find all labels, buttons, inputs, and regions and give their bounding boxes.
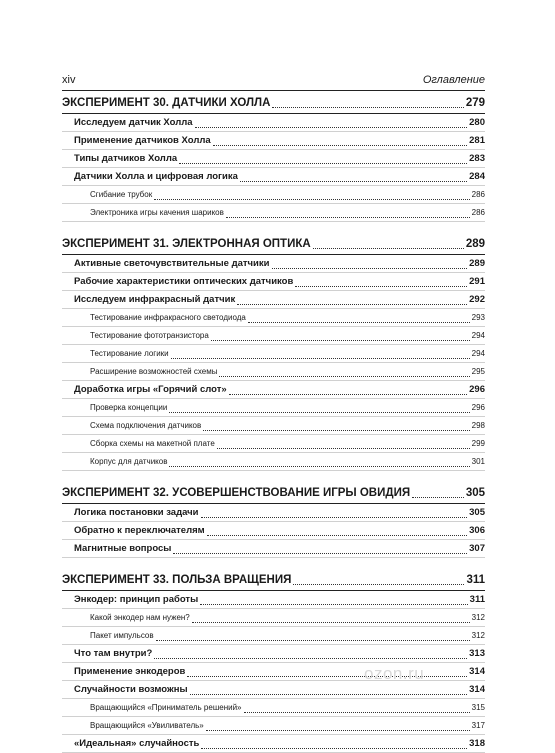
toc-subsubsection[interactable] xyxy=(62,609,485,627)
toc-entry-title: Магнитные вопросы xyxy=(74,543,172,554)
toc-entry-title: Датчики Холла и цифровая логика xyxy=(74,171,238,182)
dot-leader xyxy=(412,497,464,498)
toc-subsection[interactable] xyxy=(62,273,485,291)
dot-leader xyxy=(248,322,470,323)
page-header xyxy=(62,74,485,88)
toc-entry-title: ЭКСПЕРИМЕНТ 32. УСОВЕРШЕНСТВОВАНИЕ ИГРЫ ОВИДИЯ xyxy=(62,487,411,499)
toc-entry-title: Рабочие характеристики оптических датчиков xyxy=(74,276,294,287)
toc-entry-page: 286 xyxy=(471,190,485,199)
dot-leader xyxy=(201,517,468,518)
toc-entry-page: 279 xyxy=(465,97,485,109)
toc-entry-title: Расширение возможностей схемы xyxy=(90,367,218,376)
toc-entry-title: Корпус для датчиков xyxy=(90,457,168,466)
toc-subsubsection[interactable] xyxy=(62,399,485,417)
toc-chapter[interactable] xyxy=(62,571,485,591)
dot-leader xyxy=(272,107,463,108)
running-title: Оглавление xyxy=(422,74,485,86)
toc-entry-page: 294 xyxy=(471,331,485,340)
toc-subsubsection[interactable] xyxy=(62,453,485,471)
toc-entry-title: ЭКСПЕРИМЕНТ 31. ЭЛЕКТРОННАЯ ОПТИКА xyxy=(62,238,311,250)
section-gap xyxy=(62,222,485,235)
toc-entry-title: Исследуем инфракрасный датчик xyxy=(74,294,236,305)
toc-entry-page: 305 xyxy=(465,487,485,499)
toc-entry-page: 315 xyxy=(471,703,485,712)
toc-entry-page: 286 xyxy=(471,208,485,217)
toc-entry-title: ЭКСПЕРИМЕНТ 33. ПОЛЬЗА ВРАЩЕНИЯ xyxy=(62,574,292,586)
toc-chapter[interactable] xyxy=(62,235,485,255)
toc-entry-title: Тестирование логики xyxy=(90,349,169,358)
toc-subsection[interactable] xyxy=(62,735,485,753)
toc-entry-page: 314 xyxy=(469,684,485,695)
toc-subsection[interactable] xyxy=(62,255,485,273)
toc-entry-page: 284 xyxy=(469,171,485,182)
toc-entry-title: Тестирование фототранзистора xyxy=(90,331,209,340)
toc-entry-title: Вращающийся «Приниматель решений» xyxy=(90,703,242,712)
toc-entry-page: 301 xyxy=(471,457,485,466)
toc-chapter[interactable] xyxy=(62,484,485,504)
dot-leader xyxy=(237,304,467,305)
toc-entry-page: 311 xyxy=(466,574,485,586)
toc-entry-page: 299 xyxy=(471,439,485,448)
toc-subsubsection[interactable] xyxy=(62,627,485,645)
toc-entry-title: Исследуем датчик Холла xyxy=(74,117,193,128)
toc-section xyxy=(62,571,485,753)
toc-entry-page: 314 xyxy=(469,666,485,677)
dot-leader xyxy=(201,748,467,749)
toc-section xyxy=(62,94,485,222)
dot-leader xyxy=(154,658,467,659)
toc-subsection[interactable] xyxy=(62,291,485,309)
dot-leader xyxy=(171,358,470,359)
toc-entry-title: Электроника игры качения шариков xyxy=(90,208,224,217)
toc-subsubsection[interactable] xyxy=(62,699,485,717)
toc-entry-page: 281 xyxy=(469,135,485,146)
toc-section xyxy=(62,484,485,558)
dot-leader xyxy=(211,340,470,341)
toc-entry-title: Случайности возможны xyxy=(74,684,188,695)
dot-leader xyxy=(207,535,467,536)
toc-subsubsection[interactable] xyxy=(62,327,485,345)
toc-entry-title: Доработка игры «Горячий слот» xyxy=(74,384,227,395)
toc-subsubsection[interactable] xyxy=(62,435,485,453)
toc-entry-title: Тестирование инфракрасного светодиода xyxy=(90,313,246,322)
dot-leader xyxy=(206,730,470,731)
toc-entry-title: «Идеальная» случайность xyxy=(74,738,200,749)
dot-leader xyxy=(293,584,464,585)
toc-entry-page: 318 xyxy=(469,738,485,749)
toc-entry-page: 306 xyxy=(469,525,485,536)
toc-entry-page: 307 xyxy=(469,543,485,554)
section-gap xyxy=(62,558,485,571)
toc-subsection[interactable] xyxy=(62,591,485,609)
dot-leader xyxy=(173,553,467,554)
dot-leader xyxy=(213,145,467,146)
toc-entry-title: Обратно к переключателям xyxy=(74,525,205,536)
dot-leader xyxy=(203,430,469,431)
toc-entry-page: 292 xyxy=(469,294,485,305)
dot-leader xyxy=(219,376,469,377)
toc-entry-title: Вращающийся «Увиливатель» xyxy=(90,721,204,730)
toc-entry-page: 291 xyxy=(469,276,485,287)
toc-subsection[interactable] xyxy=(62,540,485,558)
table-of-contents xyxy=(62,94,485,753)
toc-entry-page: 317 xyxy=(471,721,485,730)
toc-subsubsection[interactable] xyxy=(62,186,485,204)
toc-entry-page: 289 xyxy=(469,258,485,269)
dot-leader xyxy=(313,248,464,249)
toc-entry-title: Схема подключения датчиков xyxy=(90,421,202,430)
toc-entry-page: 312 xyxy=(471,631,485,640)
toc-subsubsection[interactable] xyxy=(62,717,485,735)
dot-leader xyxy=(192,622,470,623)
toc-entry-title: Проверка концепции xyxy=(90,403,168,412)
toc-entry-page: 311 xyxy=(469,594,485,605)
toc-entry-page: 312 xyxy=(471,613,485,622)
dot-leader xyxy=(179,163,467,164)
watermark: ozon.ru xyxy=(364,664,425,683)
dot-leader xyxy=(195,127,468,128)
toc-subsubsection[interactable] xyxy=(62,309,485,327)
toc-entry-page: 296 xyxy=(471,403,485,412)
dot-leader xyxy=(200,604,467,605)
toc-entry-title: Применение датчиков Холла xyxy=(74,135,211,146)
dot-leader xyxy=(156,640,470,641)
toc-entry-title: Пакет импульсов xyxy=(90,631,154,640)
toc-subsubsection[interactable] xyxy=(62,363,485,381)
toc-entry-title: Активные светочувствительные датчики xyxy=(74,258,270,269)
toc-chapter[interactable] xyxy=(62,94,485,114)
dot-leader xyxy=(240,181,467,182)
dot-leader xyxy=(229,394,468,395)
dot-leader xyxy=(244,712,470,713)
toc-entry-page: 289 xyxy=(465,238,485,250)
toc-section xyxy=(62,235,485,471)
toc-subsection[interactable] xyxy=(62,381,485,399)
toc-entry-page: 280 xyxy=(469,117,485,128)
dot-leader xyxy=(272,268,468,269)
dot-leader xyxy=(217,448,470,449)
toc-entry-page: 293 xyxy=(471,313,485,322)
toc-subsection[interactable] xyxy=(62,168,485,186)
toc-subsection[interactable] xyxy=(62,504,485,522)
toc-entry-title: Сгибание трубок xyxy=(90,190,153,199)
toc-entry-page: 295 xyxy=(471,367,485,376)
dot-leader xyxy=(190,694,468,695)
section-gap xyxy=(62,471,485,484)
page-number: xiv xyxy=(62,74,76,86)
toc-subsection[interactable] xyxy=(62,522,485,540)
toc-entry-title: Типы датчиков Холла xyxy=(74,153,178,164)
dot-leader xyxy=(226,217,470,218)
toc-entry-page: 305 xyxy=(469,507,485,518)
toc-entry-title: Энкодер: принцип работы xyxy=(74,594,199,605)
toc-subsection[interactable] xyxy=(62,150,485,168)
toc-entry-title: Применение энкодеров xyxy=(74,666,186,677)
dot-leader xyxy=(187,676,467,677)
toc-subsection[interactable] xyxy=(62,132,485,150)
dot-leader xyxy=(154,199,469,200)
toc-entry-title: ЭКСПЕРИМЕНТ 30. ДАТЧИКИ ХОЛЛА xyxy=(62,97,271,109)
dot-leader xyxy=(295,286,467,287)
toc-subsubsection[interactable] xyxy=(62,417,485,435)
toc-entry-page: 313 xyxy=(469,648,485,659)
toc-entry-title: Какой энкодер нам нужен? xyxy=(90,613,190,622)
toc-entry-title: Что там внутри? xyxy=(74,648,153,659)
toc-entry-page: 298 xyxy=(471,421,485,430)
toc-subsubsection[interactable] xyxy=(62,345,485,363)
toc-entry-page: 283 xyxy=(469,153,485,164)
header-rule xyxy=(62,90,485,91)
dot-leader xyxy=(169,466,469,467)
toc-subsection[interactable] xyxy=(62,645,485,663)
toc-entry-title: Сборка схемы на макетной плате xyxy=(90,439,215,448)
toc-entry-page: 296 xyxy=(469,384,485,395)
dot-leader xyxy=(169,412,469,413)
toc-entry-page: 294 xyxy=(471,349,485,358)
toc-entry-title: Логика постановки задачи xyxy=(74,507,199,518)
toc-subsection[interactable] xyxy=(62,114,485,132)
toc-subsubsection[interactable] xyxy=(62,204,485,222)
